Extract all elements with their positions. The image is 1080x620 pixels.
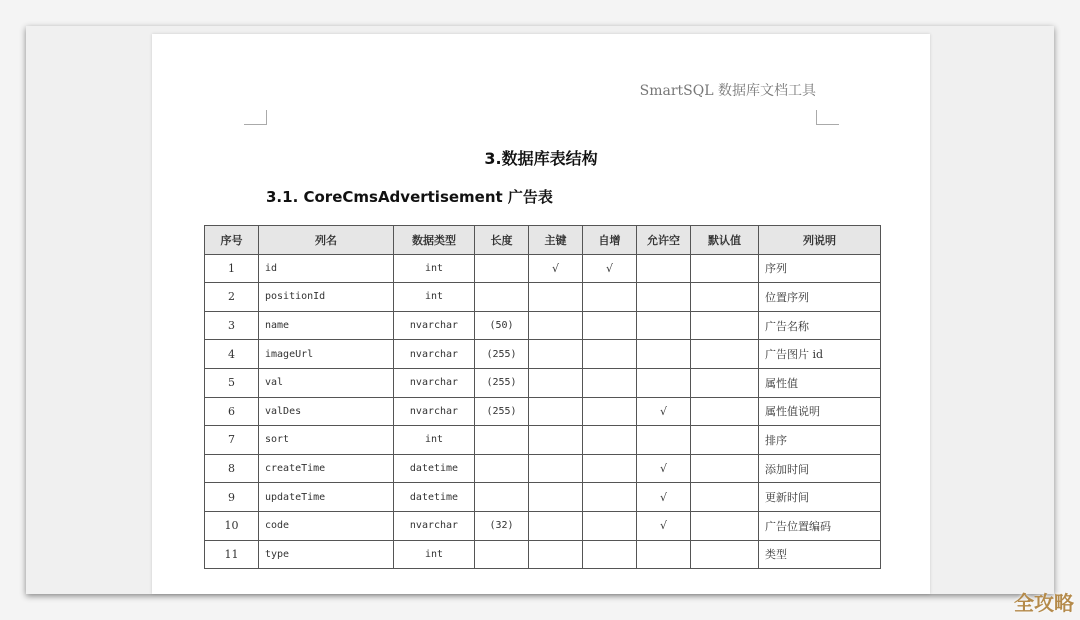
table-cell: 广告图片 id — [759, 340, 881, 369]
column-header: 序号 — [205, 226, 259, 255]
table-cell: code — [259, 511, 394, 540]
table-cell — [529, 397, 583, 426]
table-cell: int — [394, 426, 475, 455]
table-cell — [583, 340, 637, 369]
table-cell — [529, 540, 583, 569]
table-title: 3.1. CoreCmsAdvertisement 广告表 — [266, 188, 553, 206]
table-cell: (255) — [475, 340, 529, 369]
table-cell: (32) — [475, 511, 529, 540]
table-cell — [529, 340, 583, 369]
table-cell — [583, 397, 637, 426]
table-cell — [691, 397, 759, 426]
table-cell — [637, 254, 691, 283]
table-cell — [691, 426, 759, 455]
table-cell: 9 — [205, 483, 259, 512]
table-cell: (255) — [475, 368, 529, 397]
column-header: 列名 — [259, 226, 394, 255]
table-cell: name — [259, 311, 394, 340]
table-cell: √ — [637, 454, 691, 483]
table-cell: datetime — [394, 483, 475, 512]
document-page — [152, 34, 930, 594]
table-row — [205, 454, 881, 483]
table-cell — [529, 483, 583, 512]
table-cell: 添加时间 — [759, 454, 881, 483]
table-cell: 7 — [205, 426, 259, 455]
table-cell: nvarchar — [394, 311, 475, 340]
table-cell: 10 — [205, 511, 259, 540]
table-row — [205, 483, 881, 512]
table-cell: type — [259, 540, 394, 569]
table-cell — [583, 368, 637, 397]
table-cell: 6 — [205, 397, 259, 426]
table-row — [205, 540, 881, 569]
table-row — [205, 311, 881, 340]
table-cell: id — [259, 254, 394, 283]
table-cell: 序列 — [759, 254, 881, 283]
column-header: 自增 — [583, 226, 637, 255]
table-cell: 2 — [205, 283, 259, 312]
table-cell — [691, 311, 759, 340]
table-cell — [691, 340, 759, 369]
table-cell: 8 — [205, 454, 259, 483]
table-cell — [691, 483, 759, 512]
table-cell: 1 — [205, 254, 259, 283]
table-cell — [583, 283, 637, 312]
table-cell: updateTime — [259, 483, 394, 512]
table-cell — [691, 283, 759, 312]
table-cell — [583, 540, 637, 569]
table-cell: int — [394, 540, 475, 569]
table-cell: √ — [529, 254, 583, 283]
table-cell — [583, 311, 637, 340]
table-cell: 属性值 — [759, 368, 881, 397]
table-cell: imageUrl — [259, 340, 394, 369]
table-cell — [475, 426, 529, 455]
table-cell — [637, 540, 691, 569]
table-cell: 更新时间 — [759, 483, 881, 512]
table-cell: √ — [637, 511, 691, 540]
table-row — [205, 340, 881, 369]
schema-table — [204, 225, 881, 569]
table-cell — [475, 454, 529, 483]
table-cell — [637, 426, 691, 455]
table-cell — [583, 454, 637, 483]
table-cell: 11 — [205, 540, 259, 569]
table-cell — [475, 540, 529, 569]
table-cell: √ — [637, 397, 691, 426]
table-row — [205, 283, 881, 312]
table-cell: createTime — [259, 454, 394, 483]
column-header: 数据类型 — [394, 226, 475, 255]
table-cell: positionId — [259, 283, 394, 312]
table-cell — [637, 340, 691, 369]
table-cell — [691, 368, 759, 397]
table-row — [205, 368, 881, 397]
page-header: SmartSQL 数据库文档工具 — [639, 83, 816, 99]
column-header: 长度 — [475, 226, 529, 255]
watermark: 全攻略 — [1014, 591, 1074, 615]
table-cell — [529, 454, 583, 483]
table-cell: (255) — [475, 397, 529, 426]
table-cell — [529, 311, 583, 340]
table-cell: √ — [637, 483, 691, 512]
table-cell — [583, 511, 637, 540]
table-cell: 广告名称 — [759, 311, 881, 340]
table-cell: int — [394, 283, 475, 312]
table-cell: val — [259, 368, 394, 397]
table-cell — [475, 283, 529, 312]
table-cell — [529, 368, 583, 397]
table-cell — [637, 368, 691, 397]
margin-mark-left — [244, 110, 267, 125]
table-cell: valDes — [259, 397, 394, 426]
table-cell: 属性值说明 — [759, 397, 881, 426]
column-header: 主键 — [529, 226, 583, 255]
table-cell: 5 — [205, 368, 259, 397]
table-cell: 位置序列 — [759, 283, 881, 312]
table-cell — [691, 540, 759, 569]
table-cell: 类型 — [759, 540, 881, 569]
table-cell — [691, 254, 759, 283]
table-row — [205, 254, 881, 283]
table-header-row — [205, 226, 881, 255]
column-header: 默认值 — [691, 226, 759, 255]
section-title: 3.数据库表结构 — [484, 149, 598, 168]
table-cell — [637, 283, 691, 312]
table-cell — [691, 511, 759, 540]
table-cell: 4 — [205, 340, 259, 369]
table-cell — [475, 254, 529, 283]
table-cell: nvarchar — [394, 511, 475, 540]
table-cell — [529, 426, 583, 455]
table-cell: int — [394, 254, 475, 283]
table-cell: datetime — [394, 454, 475, 483]
table-cell — [475, 483, 529, 512]
table-cell — [583, 483, 637, 512]
table-cell: nvarchar — [394, 368, 475, 397]
table-row — [205, 511, 881, 540]
table-cell: (50) — [475, 311, 529, 340]
table-row — [205, 426, 881, 455]
table-cell — [583, 426, 637, 455]
margin-mark-right — [816, 110, 839, 125]
table-cell: nvarchar — [394, 340, 475, 369]
table-cell: 3 — [205, 311, 259, 340]
table-cell — [529, 283, 583, 312]
table-cell: nvarchar — [394, 397, 475, 426]
table-cell: sort — [259, 426, 394, 455]
table-cell: 广告位置编码 — [759, 511, 881, 540]
column-header: 允许空 — [637, 226, 691, 255]
table-cell: √ — [583, 254, 637, 283]
table-row — [205, 397, 881, 426]
table-cell — [529, 511, 583, 540]
table-cell — [637, 311, 691, 340]
table-cell — [691, 454, 759, 483]
column-header: 列说明 — [759, 226, 881, 255]
table-cell: 排序 — [759, 426, 881, 455]
